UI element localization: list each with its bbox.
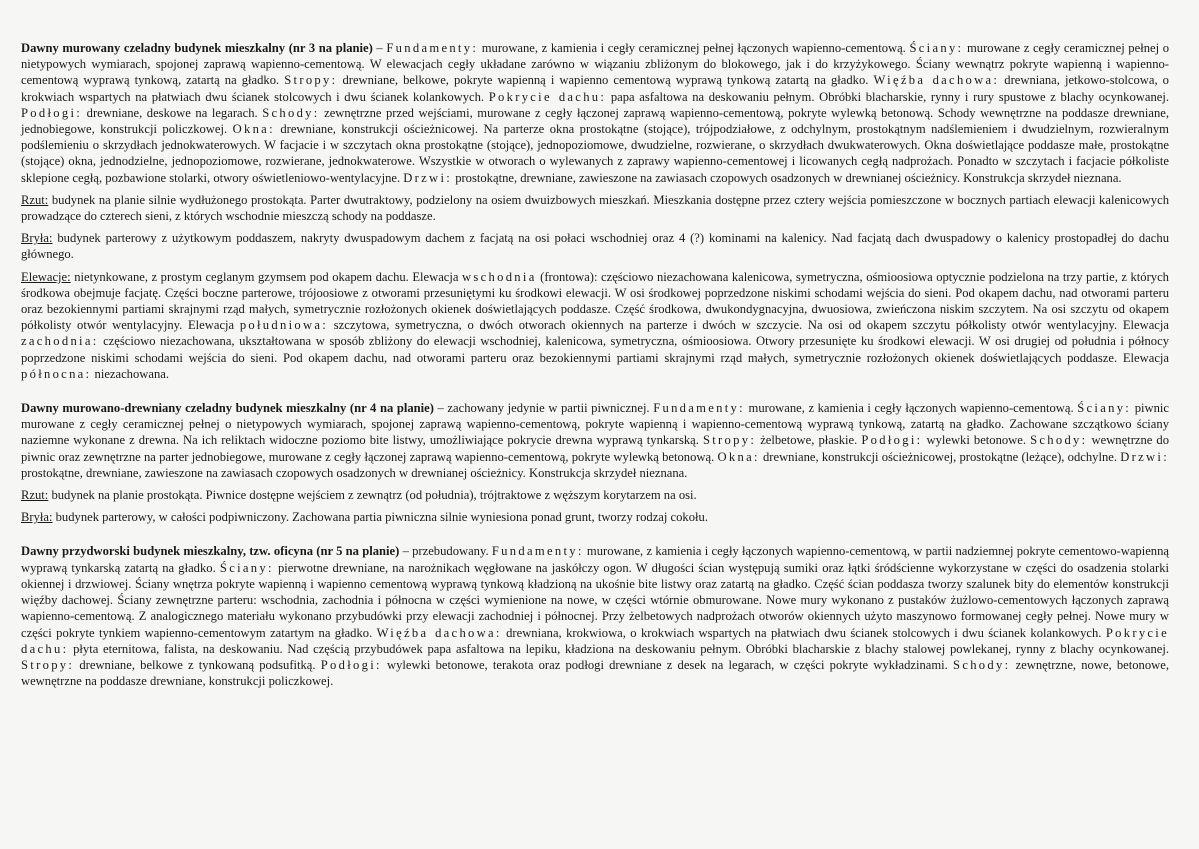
section-sub-paragraph	[21, 192, 1169, 224]
spaced-heading: Drzwi:	[1120, 449, 1170, 464]
document-section	[21, 400, 1169, 525]
body-text: (frontowa): częściowo niezachowana kalenicowa, symetryczna, ośmioosiowa optycznie podzielona na trzy partie, z których środkowa obejmuje facjatę. Części boczne parterowe, trójoosiowe z otworami przesuniętymi ku środkowi elewacji. W osi środkowej poprzedzone niskimi schodami wejścia do sieni. Pod okapem dachu, nad otworami parteru oraz bezokiennymi partiami skrajnymi rząd małych, symetrycznie rozłożonych okienek doświetlających poddasze. Część środkowa, dwukondygnacyjna, dwuosiowa, zwieńczona niskim szczytem. Na osi szczytu od okapem półkolisty otwór wentylacyjny. Elewacja	[21, 269, 1169, 333]
body-text: drewniane, konstrukcji ościeżnicowej. Na parterze okna prostokątne (stojące), trójpodziałowe, z odchylnym, prostokątnym nadślemieniem i dwudzielnym, rozwieralnym podślemieniu o skrzydłach jednokwaterowych. W facjacie i w szczytach okna prostokątne (stojące), jednopoziomowe, dwudzielne, rozwierane, o skrzydłach dwukwaterowych. Okna doświetlające poddasze małe, prostokątne (stojące) okna, jednodzielne, jednopoziomowe, rozwierane, jednokwaterowe. Wszystkie w otworach o wylewanych z zaprawy wapienno-cementowej i licowanych cegłą nadprożach. Ponadto w szczytach i facjacie półkoliste sklepione cegłą, pozbawione stolarki, otwory oświetleniowo-wentylacyjne.	[21, 122, 1169, 185]
spaced-heading: północna:	[21, 366, 92, 381]
spaced-heading: Pokrycie dachu:	[21, 625, 1169, 656]
body-text: zewnętrzne przed wejściami, murowane z cegły łączonej zaprawą wapienno-cementową, pokryte wylewką betonową. Schody wewnętrzne na poddasze drewniane, jednobiegowe, konstrukcji policzkowej.	[21, 105, 1169, 137]
section-title: Dawny murowany czeladny budynek mieszkalny (nr 3 na planie)	[21, 41, 373, 55]
body-text: drewniane, konstrukcji ościeżnicowej, prostokątne (leżące), odchylne.	[759, 449, 1121, 464]
spaced-heading: Fundamenty:	[491, 544, 584, 559]
body-text: piwnic murowane z cegły ceramicznej pełnej o nietypowych wymiarach, spojonej zaprawą wapienno-cementową, pokryte wapienną i wapienno-cementową wyprawą tynkową, zatartą na gładko. Zachowane szczątkowo ściany naziemne wykonane z drewna. Na ich reliktach widoczne poziomo bite listwy, umożliwiające pokrycie drewna wyprawą tynkarską.	[21, 401, 1169, 448]
spaced-heading: zachodnia:	[21, 334, 99, 349]
body-text: budynek parterowy z użytkowym poddaszem, nakryty dwuspadowym dachem z facjatą na osi połaci wschodniej oraz 4 (?) kominami na kalenicy. Nad facjatą dach dwuspadowy o kalenicy prostopadłej do dachu głównego.	[21, 231, 1169, 262]
body-text: murowane, z kamienia i cegły łączonych wapienno-cementową, w partii nadziemnej pokryte cementowo-wapienną wyprawą tynkarską zatartą na gładko.	[21, 544, 1169, 575]
body-text: murowane z cegły ceramicznej pełnej o nietypowych wymiarach, spojonej zaprawą wapienno-cementową. W elewacjach cegły układane zarówno w wiązaniu zbliżonym do blokowego, jak i do krzyżykowego. Ściany wewnątrz pokryte wapienną i wapienno-cementową wyprawą tynkową, zatartą na gładko.	[21, 41, 1170, 88]
body-text: żelbetowe, płaskie.	[756, 433, 862, 448]
spaced-heading: Stropy:	[21, 657, 75, 672]
spaced-heading: Fundamenty:	[386, 41, 479, 55]
spaced-heading: Ściany:	[1077, 401, 1132, 416]
spaced-heading: Okna:	[717, 449, 760, 464]
section-sub-paragraph	[21, 509, 1169, 525]
body-text: wylewki betonowe, terakota oraz podłogi drewniane z desek na legarach, w części pokryte wykładzinami.	[381, 657, 954, 672]
body-text: szczytowa, symetryczna, o dwóch otworach okiennych na parterze i dwóch w szczycie. Na osi od okapem szczytu półkolisty otwór wentylacyjny. Elewacja	[328, 318, 1169, 333]
spaced-heading: Fundamenty:	[653, 401, 745, 416]
spaced-heading: Podłogi:	[320, 657, 382, 672]
underlined-heading: Bryła:	[21, 231, 53, 246]
underlined-heading: Rzut:	[21, 488, 49, 503]
body-text: budynek na planie prostokąta. Piwnice dostępne wejściem z zewnątrz (od południa), trójtraktowe z węższym korytarzem na osi.	[48, 488, 697, 503]
document-body	[21, 40, 1169, 689]
body-text: – przebudowany.	[399, 544, 492, 559]
underlined-heading: Bryła:	[21, 510, 53, 525]
body-text: zewnętrzne, nowe, betonowe, wewnętrzne na poddasze drewniane, konstrukcji policzkowej.	[21, 657, 1169, 689]
spaced-heading: wschodnia	[462, 269, 537, 284]
body-text: drewniana, krokwiowa, o krokwiach wspartych na płatwiach dwu ścianek stolcowych i dwu ścianek kolankowych.	[501, 625, 1106, 640]
body-text: papa asfaltowa na deskowaniu pełnym. Obróbki blacharskie, rynny i rury spustowe z blachy ocynkowanej.	[606, 89, 1169, 104]
document-section	[21, 543, 1169, 689]
section-main-paragraph	[21, 400, 1169, 481]
spaced-heading: Podłogi:	[21, 105, 83, 120]
body-text: budynek na planie silnie wydłużonego prostokąta. Parter dwutraktowy, podzielony na osiem dwuizbowych mieszkań. Mieszkania dostępne przez cztery wejścia pomieszczone w bocznych partiach elewacji kalenicowych prowadzące do czterech sieni, z których wschodnie mieszczą schody na poddasze.	[21, 192, 1169, 224]
spaced-heading: Więźba dachowa:	[873, 73, 1000, 88]
spaced-heading: Ściany:	[219, 560, 274, 575]
spaced-heading: Schody:	[1030, 433, 1088, 448]
body-text: drewniane, belkowe z tynkowaną podsufitką.	[74, 657, 321, 672]
spaced-heading: Schody:	[262, 105, 320, 120]
section-title: Dawny murowano-drewniany czeladny budynek mieszkalny (nr 4 na planie)	[21, 401, 434, 416]
spaced-heading: południowa:	[239, 318, 329, 333]
spaced-heading: Drzwi:	[403, 170, 453, 185]
spaced-heading: Więźba dachowa:	[376, 625, 502, 640]
body-text: murowane, z kamienia i cegły ceramicznej pełnej łączonych wapienno-cementową.	[478, 41, 910, 55]
spaced-heading: Okna:	[232, 122, 275, 137]
body-text: drewniane, deskowe na legarach.	[82, 105, 263, 120]
body-text: niezachowana.	[91, 366, 169, 381]
body-text: – zachowany jedynie w partii piwnicznej.	[433, 401, 654, 416]
spaced-heading: Stropy:	[702, 433, 757, 448]
section-main-paragraph	[21, 40, 1169, 186]
body-text: budynek parterowy, w całości podpiwniczony. Zachowana partia piwniczna silnie wyniesiona ponad grunt, tworzy rodzaj cokołu.	[52, 510, 708, 525]
underlined-heading: Rzut:	[21, 192, 49, 207]
body-text: prostokątne, drewniane, zawieszone na zawiasach czopowych osadzonych w drewnianej ościeżnicy. Konstrukcja skrzydeł nieznana.	[452, 170, 1122, 185]
body-text: prostokątne, drewniane, zawieszone na zawiasach czopowych osadzonych w drewnianej ościeżnicy. Konstrukcja skrzydeł nieznana.	[21, 465, 688, 480]
document-section	[21, 40, 1169, 382]
body-text: drewniana, jetkowo-stolcowa, o krokwiach wspartych na płatwiach dwu ścianek stolcowych i dwu ścianek kolankowych.	[21, 73, 1169, 104]
section-main-paragraph	[21, 543, 1169, 689]
body-text: drewniane, belkowe, pokryte wapienną i wapienno cementową wyprawą tynkową zatartą na gładko.	[337, 73, 874, 88]
section-sub-paragraph	[21, 230, 1169, 262]
spaced-heading: Pokrycie dachu:	[488, 89, 607, 104]
spaced-heading: Stropy:	[284, 73, 338, 88]
body-text: wewnętrzne do piwnic oraz zewnętrzne na parter jednobiegowe, murowane z cegły łączonej zaprawą wapienno-cementową, pokryte wylewką betonową.	[21, 433, 1170, 464]
spaced-heading: Schody:	[953, 657, 1011, 672]
section-sub-paragraph	[21, 269, 1169, 382]
body-text: murowane, z kamienia i cegły łączonych wapienno-cementową.	[744, 401, 1078, 416]
body-text: wylewki betonowe.	[922, 433, 1031, 448]
body-text: –	[372, 41, 387, 55]
spaced-heading: Ściany:	[909, 41, 964, 55]
section-sub-paragraph	[21, 487, 1169, 503]
body-text: nietynkowane, z prostym ceglanym gzymsem pod okapem dachu. Elewacja	[70, 269, 463, 284]
body-text: częściowo niezachowana, ukształtowana w sposób zbliżony do elewacji wschodniej, kalenicowa, symetryczna, ośmioosiowa. Otwory przesunięte ku środkowi elewacji. W osi drugiej od południa i północy poprzedzone niskimi schodami wejścia do sieni. Pod okapem dachu, nad otworami parteru oraz bezokiennymi partiami skrajnymi rząd małych, symetrycznie rozłożonych okienek doświetlających poddasze. Elewacja	[21, 334, 1169, 365]
section-title: Dawny przydworski budynek mieszkalny, tzw. oficyna (nr 5 na planie)	[21, 544, 400, 559]
underlined-heading: Elewacje:	[21, 269, 71, 284]
spaced-heading: Podłogi:	[861, 433, 923, 448]
body-text: pierwotne drewniane, na narożnikach węgłowane na jaskółczy ogon. W długości ścian występują sumiki oraz łątki śródścienne wykorzystane w części do osadzenia stolarki okiennej i drzwiowej. Ściany wnętrza pokryte wapienną i wapienno cementową wyprawą tynkową kładzioną na ukośnie bite listwy oraz zatartą na gładko. Część ścian poddasza tworzy szalunek bity do elementów konstrukcji więźby dachowej. Ściany zewnętrzne parteru: wschodnia, zachodnia i północna w części wymienione na nowe, w części wtórnie obmurowane. Nowe mury wykonano z pustaków żużlowo-cementowych łączonych zaprawą wapienno-cementową. Z analogicznego materiału wykonano przybudówki przy elewacji zachodniej i północnej. Przy żelbetowych nadprożach otworów okiennych użyto maszynowo formowanej cegły pełnej. Nowe mury w części pokryte tynkiem wapienno-cementowym zatartym na gładko.	[21, 560, 1169, 640]
body-text: płyta eternitowa, falista, na deskowaniu. Nad częścią przybudówek papa asfaltowa na lepiku, kładziona na deskowaniu pełnym. Obróbki blacharskie z blachy stalowej powlekanej, rynny z blachy ocynkowanej.	[68, 641, 1169, 656]
